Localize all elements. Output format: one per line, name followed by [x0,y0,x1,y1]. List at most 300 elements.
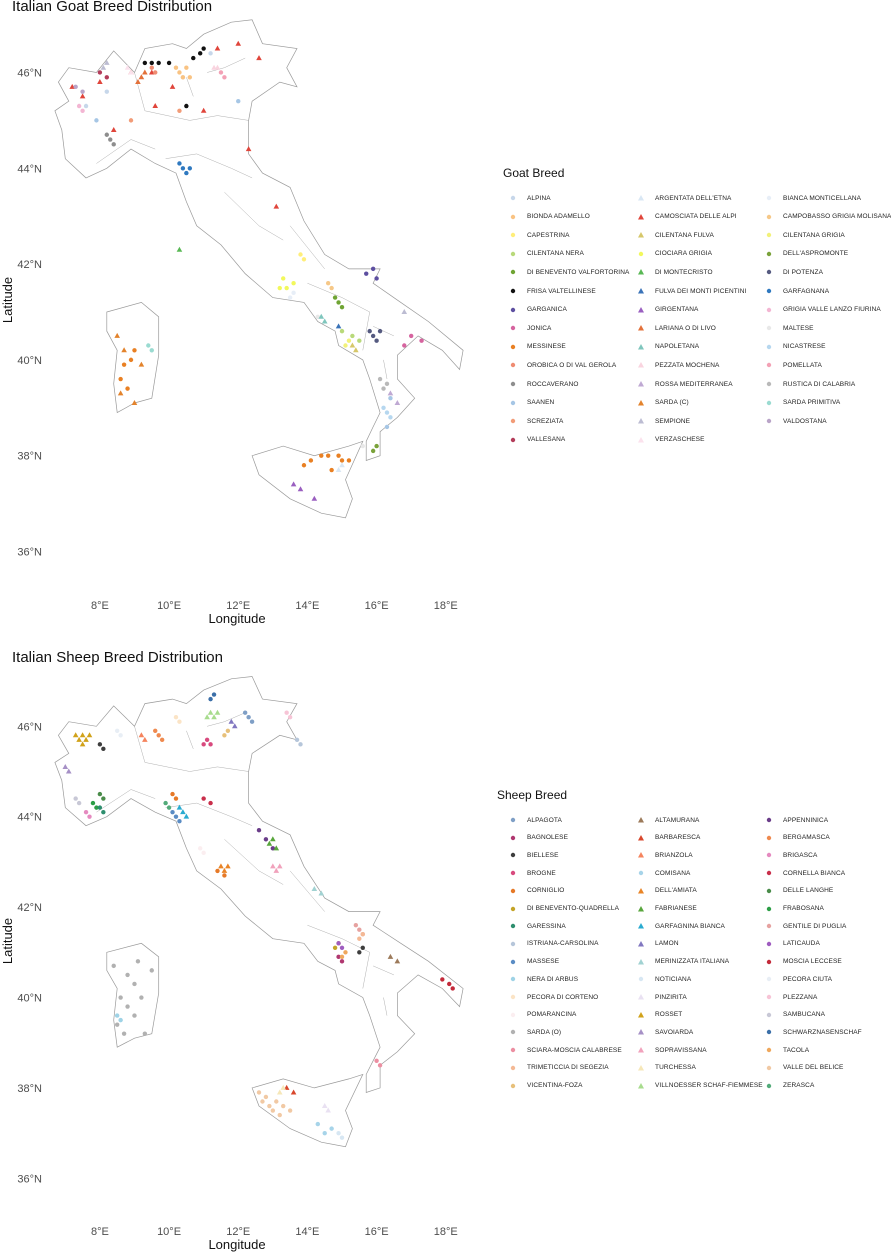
legend-item [636,975,691,983]
circle-marker-icon [764,1064,774,1072]
legend-item [508,399,554,407]
x-axis-title: Longitude [208,611,266,626]
legend-item [508,940,599,948]
legend-label: FRABOSANA [783,905,824,912]
data-point [101,747,105,751]
data-point [184,104,188,108]
legend-item [508,1011,577,1019]
x-axis-title: Longitude [208,1237,266,1252]
data-point [340,329,344,333]
data-point [122,362,126,366]
data-point [201,742,205,746]
data-point [340,458,344,462]
legend-item [764,993,817,1001]
data-point [250,720,254,724]
triangle-marker-icon [636,399,646,407]
legend-item [764,250,848,258]
data-point [198,51,202,55]
legend-label: GIRGENTANA [655,306,699,314]
legend-label: DI BENEVENTO-QUADRELLA [527,905,620,912]
data-point [385,382,389,386]
legend-item [764,922,846,930]
data-point [112,142,116,146]
legend-label: SCHWARZNASENSCHAF [783,1028,862,1036]
legend-item [636,1064,696,1072]
data-point [98,70,102,74]
legend-label: SARDA PRIMITIVA [783,399,841,407]
circle-marker-icon [764,213,774,221]
data-point [329,286,333,290]
sheep-chart-panel [0,629,865,1258]
data-point [205,738,209,742]
data-point [177,247,183,252]
circle-marker-icon [508,213,518,221]
data-point [98,742,102,746]
legend-label: MERINIZZATA ITALIANA [655,958,730,966]
legend-item [764,816,828,824]
data-point [367,329,371,333]
data-point [181,166,185,170]
circle-marker-icon [508,380,518,388]
legend-item [636,1011,682,1019]
data-point [167,61,171,65]
legend-item [636,834,700,842]
legend-label: VALLE DEL BELICE [783,1064,844,1072]
data-point [381,406,385,410]
data-point [361,444,365,448]
data-point [343,950,347,954]
x-tick-label: 16°E [364,1226,389,1238]
legend-label: BRIGASCA [783,851,818,859]
legend-item [636,816,699,824]
y-axis-title: Latitude [0,917,15,965]
data-point [156,61,160,65]
data-point [309,458,313,462]
x-tick-label: 10°E [157,1226,182,1238]
goat-map-plot [0,0,865,629]
legend-item [508,816,562,824]
data-point [381,386,385,390]
circle-marker-icon [508,869,518,877]
circle-marker-icon [508,1082,518,1090]
circle-marker-icon [508,851,518,859]
circle-marker-icon [508,343,518,351]
data-point [243,710,247,714]
data-point [129,118,133,122]
legend-item [636,993,687,1001]
triangle-marker-icon [636,887,646,895]
circle-marker-icon [508,324,518,332]
legend-label: TRIMETICCIA DI SEGEZIA [527,1064,609,1072]
data-point [288,715,292,719]
data-point [91,801,95,805]
data-point [281,1104,285,1108]
circle-marker-icon [508,1011,518,1019]
circle-marker-icon [508,287,518,295]
legend-label: FULVA DEI MONTI PICENTINI [655,287,747,295]
legend-item [508,905,619,913]
legend-item [636,905,697,913]
legend-item [636,887,697,895]
data-point [153,70,157,74]
data-point [73,85,77,89]
data-point [150,61,154,65]
data-point [77,104,81,108]
triangle-marker-icon [636,958,646,966]
circle-marker-icon [764,1082,774,1090]
data-point [298,742,302,746]
legend-item [636,324,716,332]
legend-label: SOPRAVISSANA [655,1046,707,1054]
legend-label: MALTESE [783,324,814,332]
x-tick-label: 18°E [433,1226,458,1238]
data-point [219,70,223,74]
triangle-marker-icon [636,816,646,824]
legend-label: COMISANA [655,869,691,877]
y-tick-label: 36°N [17,546,42,559]
data-point [371,267,375,271]
data-point [212,692,216,696]
chart-title: Italian Goat Breed Distribution [12,0,213,15]
legend-item [764,975,832,983]
legend-item [508,287,596,295]
data-point [361,946,365,950]
circle-marker-icon [636,975,646,983]
y-tick-label: 38°N [17,450,42,463]
triangle-marker-icon [636,905,646,913]
legend-label: VICENTINA-FOZA [527,1082,583,1089]
circle-marker-icon [508,1046,518,1054]
triangle-marker-icon [636,268,646,276]
y-tick-label: 40°N [17,992,42,1005]
legend-label: PECORA DI CORTENO [527,993,599,1001]
triangle-marker-icon [636,851,646,859]
data-point [257,1090,261,1094]
legend-item [508,975,578,983]
legend-item [764,1082,814,1090]
data-point [298,252,302,256]
data-point [291,291,295,295]
data-point [143,61,147,65]
legend-label: ALPINA [527,194,551,202]
legend-label: DI BENEVENTO VALFORTORINA [527,268,630,276]
data-point [208,697,212,701]
circle-marker-icon [508,250,518,258]
data-point [73,796,77,800]
legend-item [508,993,598,1001]
triangle-marker-icon [636,231,646,239]
legend-item [636,399,689,407]
data-point [118,733,122,737]
data-point [84,104,88,108]
circle-marker-icon [508,1028,518,1036]
sicily-outline [252,441,363,518]
circle-marker-icon [508,834,518,842]
data-point [291,281,295,285]
legend-label: TURCHESSA [655,1064,696,1072]
legend-label: ROSSA MEDITERRANEA [655,380,733,388]
legend-item [636,361,719,369]
data-point [150,968,154,972]
data-point [295,738,299,742]
data-point [347,458,351,462]
data-point [177,109,181,113]
data-point [181,75,185,79]
data-point [101,810,105,814]
sheep-map-plot [0,629,865,1258]
legend-label: SAANEN [527,399,555,407]
data-point [374,339,378,343]
data-point [222,873,226,877]
legend-item [636,287,746,295]
legend-label: FABRIANESE [655,905,697,912]
triangle-marker-icon [636,1082,646,1090]
data-point [160,738,164,742]
data-point [222,75,226,79]
circle-marker-icon [764,905,774,913]
data-point [267,1104,271,1108]
data-point [357,950,361,954]
data-point [329,468,333,472]
data-point [278,1113,282,1117]
legend-item [508,887,564,895]
circle-marker-icon [764,922,774,930]
legend-label: BIELLESE [527,851,559,859]
data-point [302,257,306,261]
data-point [188,166,192,170]
data-point [447,982,451,986]
legend-item [764,306,881,314]
legend-item [508,268,629,276]
triangle-marker-icon [636,1011,646,1019]
legend-item [508,250,584,258]
legend-label: GENTILE DI PUGLIA [783,922,847,930]
data-point [347,339,351,343]
legend-item [636,380,733,388]
circle-marker-icon [764,343,774,351]
data-point [378,377,382,381]
data-point [222,733,226,737]
legend-item [764,231,845,239]
data-point [284,286,288,290]
triangle-marker-icon [636,922,646,930]
x-tick-label: 16°E [364,600,389,612]
circle-marker-icon [636,250,646,258]
triangle-marker-icon [636,834,646,842]
circle-marker-icon [508,887,518,895]
data-point [340,955,344,959]
circle-marker-icon [508,975,518,983]
legend-item [764,324,814,332]
circle-marker-icon [764,250,774,258]
legend-item [764,194,861,202]
triangle-marker-icon [636,940,646,948]
data-point [184,65,188,69]
circle-marker-icon [764,231,774,239]
circle-marker-icon [764,1046,774,1054]
data-point [143,1031,147,1035]
triangle-marker-icon [636,213,646,221]
circle-marker-icon [764,287,774,295]
data-point [208,742,212,746]
data-point [208,51,212,55]
x-tick-label: 8°E [90,1226,109,1238]
legend-title: Sheep Breed [497,788,568,802]
data-point [364,271,368,275]
y-tick-label: 46°N [17,721,42,734]
legend-item [636,1046,707,1054]
legend-label: CILENTANA NERA [527,250,584,258]
chart-title: Italian Sheep Breed Distribution [12,649,223,666]
legend-label: VERZASCHESE [655,436,705,444]
data-point [340,1135,344,1139]
triangle-marker-icon [636,1046,646,1054]
data-point [125,973,129,977]
data-point [150,65,154,69]
data-point [336,453,340,457]
y-tick-label: 38°N [17,1082,42,1095]
circle-marker-icon [508,231,518,239]
legend-item [764,851,817,859]
triangle-marker-icon [636,417,646,425]
y-tick-label: 42°N [17,259,42,272]
legend-item [764,869,845,877]
legend-label: POMELLATA [783,361,822,369]
data-point [336,941,340,945]
data-point [284,710,288,714]
data-point [333,946,337,950]
legend-item [636,1082,763,1090]
circle-marker-icon [764,380,774,388]
data-point [226,729,230,733]
data-point [177,819,181,823]
data-point [188,75,192,79]
data-point [105,133,109,137]
data-point [163,801,167,805]
data-point [118,377,122,381]
y-axis-title: Latitude [0,276,15,324]
legend-item [636,343,699,351]
data-point [385,425,389,429]
x-tick-label: 10°E [157,600,182,612]
legend-label: DI POTENZA [783,268,824,276]
x-tick-label: 8°E [90,600,109,612]
legend-label: PLEZZANA [783,993,818,1001]
x-tick-label: 14°E [295,600,320,612]
legend-label: ZERASCA [783,1082,815,1089]
legend-label: GARFAGNINA BIANCA [655,922,725,930]
circle-marker-icon [764,324,774,332]
legend-label: SARDA (O) [527,1028,562,1036]
data-point [80,109,84,113]
legend-item [508,1064,609,1072]
legend-item [636,851,693,859]
legend-item [764,287,829,295]
data-point [132,982,136,986]
data-point [98,792,102,796]
legend-label: APPENNINICA [783,816,829,824]
circle-marker-icon [508,306,518,314]
legend-label: POMARANCINA [527,1011,577,1019]
legend-item [764,1011,825,1019]
legend-label: OROBICA O DI VAL GEROLA [527,361,617,369]
legend-item [636,268,713,276]
data-point [174,814,178,818]
y-tick-label: 44°N [17,163,42,176]
legend-item [764,380,855,388]
legend-item [508,869,556,877]
circle-marker-icon [508,268,518,276]
data-point [201,796,205,800]
legend-item [764,940,820,948]
data-point [271,1108,275,1112]
legend-label: NAPOLETANA [655,343,700,351]
legend-label: ALPAGOTA [527,816,562,824]
legend-item [636,231,714,239]
legend-item [764,905,824,913]
legend-label: BIONDA ADAMELLO [527,213,590,221]
triangle-marker-icon [636,436,646,444]
triangle-marker-icon [636,993,646,1001]
data-point [402,343,406,347]
circle-marker-icon [764,361,774,369]
legend-label: DELL'ASPROMONTE [783,250,849,258]
data-point [118,995,122,999]
legend-item [636,213,737,221]
y-tick-label: 44°N [17,811,42,824]
triangle-marker-icon [636,361,646,369]
data-point [288,295,292,299]
legend-label: CIOCIARA GRIGIA [655,250,713,258]
circle-marker-icon [508,1064,518,1072]
sicily-outline [252,1074,363,1146]
legend-label: GARESSINA [527,922,566,930]
y-tick-label: 36°N [17,1173,42,1186]
legend-label: VALLESANA [527,436,566,444]
data-point [371,449,375,453]
legend-label: JONICA [527,324,552,332]
legend-label: CILENTANA GRIGIA [783,231,845,239]
y-tick-label: 42°N [17,902,42,915]
data-point [98,805,102,809]
data-point [374,444,378,448]
legend-label: SEMPIONE [655,417,691,425]
data-point [105,75,109,79]
legend-item [764,399,840,407]
data-point [153,729,157,733]
data-point [201,46,205,50]
data-point [146,343,150,347]
legend-item [764,213,891,221]
data-point [115,1013,119,1017]
data-point [409,334,413,338]
circle-marker-icon [764,268,774,276]
legend-label: NERA DI ARBUS [527,975,579,983]
data-point [136,959,140,963]
legend-label: LAMON [655,940,679,948]
triangle-marker-icon [636,194,646,202]
data-point [264,1095,268,1099]
data-point [184,171,188,175]
x-tick-label: 12°E [226,600,251,612]
legend-item [636,940,679,948]
y-tick-label: 40°N [17,354,42,367]
data-point [122,1031,126,1035]
circle-marker-icon [508,399,518,407]
legend-item [508,436,565,444]
data-point [112,964,116,968]
legend-item [636,250,712,258]
